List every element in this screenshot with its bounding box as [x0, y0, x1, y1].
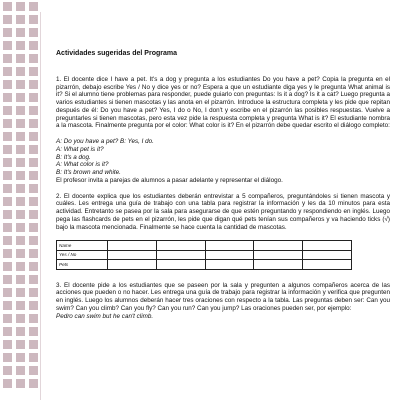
spine-square: [29, 80, 38, 89]
spine-square: [3, 184, 12, 193]
spine-square: [29, 327, 38, 336]
survey-row: [57, 250, 352, 260]
spine-square: [29, 314, 38, 323]
spine-square: [29, 223, 38, 232]
spine-square: [3, 262, 12, 271]
spine-square: [3, 132, 12, 141]
spine-square: [16, 80, 25, 89]
survey-cell: [254, 250, 303, 260]
spine-square: [29, 379, 38, 388]
spine-square: [3, 80, 12, 89]
spine-square: [3, 366, 12, 375]
spine-square: [29, 197, 38, 206]
dialogue-line: B: It's brown and white.: [56, 169, 121, 177]
survey-cell: [156, 250, 205, 260]
survey-cell: [108, 260, 157, 270]
spine-square: [3, 379, 12, 388]
document-page: [56, 49, 390, 320]
spine-square: [16, 67, 25, 76]
survey-cell: [205, 241, 254, 251]
spine-square: [29, 54, 38, 63]
spine-square: [16, 41, 25, 50]
spine-square: [29, 262, 38, 271]
spine-square: [29, 171, 38, 180]
activity-3-text: 3. El docente pide a los estudiantes que se paseen por la sala y pregunten a algunos compañeros acerca de las acciones que pueden o no hacer. Les entrega una guía de trabajo para registrar la información y verifica que pregunten en inglés. Luego los alumnos deberán hacer tres oraciones con respecto a la tabla. Las preguntas deben ser: Can you swim? Can you climb? Can you fly? Can you run? Can you jump? Las oraciones pueden ser, por ejemplo:: [56, 281, 390, 312]
dialogue-line: A: What color is it?: [56, 161, 109, 169]
spine-square: [29, 184, 38, 193]
activity-1-closing: El profesor invita a parejas de alumnos a pasar adelante y representar el diálogo.: [56, 176, 283, 184]
spine-square: [16, 171, 25, 180]
spine-square: [16, 249, 25, 258]
survey-cell: [156, 260, 205, 270]
spine-square: [16, 197, 25, 206]
spine-square: [29, 366, 38, 375]
spine-square: [29, 353, 38, 362]
dialogue-line: A: Do you have a pet? B: Yes, I do.: [56, 137, 154, 145]
activity-1-intro: 1. El docente dice I have a pet. It's a dog y pregunta a los estudiantes Do you have a pet? Copia la pregunta en el pizarrón, debajo escribe Yes / No y dice yes or no? Espera a que un estudiante diga yes y le pregunta What animal is it? Si el alumno tiene problemas para responder, puede guiarlo con preguntas: Is it a dog? Is it a cat? Luego pregunta a varios estudiantes si tienen mascotas y las anota en el pizarrón. Introduce la estructura completa y les pide que repitan después de él: Do you have a pet? Yes, I do o No, I don't y escribe en el pizarrón las posibles respuestas. Vuelve a preguntarles si tienen mascotas, pero esta vez pide la respuesta completa y pregunta What is it? El estudiante nombra a la mascota. Finalmente pregunta por el color: What color is it? En el pizarrón debe quedar escrito el diálogo completo:: [56, 76, 390, 130]
spine-square: [3, 210, 12, 219]
spine-square: [16, 106, 25, 115]
spine-square: [16, 119, 25, 128]
survey-row-label: Name: [57, 241, 108, 251]
spine-square: [3, 327, 12, 336]
spine-square: [3, 67, 12, 76]
spine-square: [29, 145, 38, 154]
spine-square: [3, 301, 12, 310]
spine-square: [3, 288, 12, 297]
spine-square: [16, 314, 25, 323]
spine-square: [16, 275, 25, 284]
survey-row-label: Pets: [57, 260, 108, 270]
spine-square: [3, 236, 12, 245]
spine-square: [3, 119, 12, 128]
spine-square: [3, 15, 12, 24]
spine-square: [3, 2, 12, 11]
spine-square: [29, 2, 38, 11]
spine-square: [16, 327, 25, 336]
spine-square: [29, 93, 38, 102]
spine-square: [3, 106, 12, 115]
spine-square: [3, 158, 12, 167]
spine-square: [3, 340, 12, 349]
spine-square: [16, 28, 25, 37]
spine-square: [16, 145, 25, 154]
spine-square: [3, 54, 12, 63]
spine-square: [29, 67, 38, 76]
binder-spine: [0, 0, 40, 400]
survey-cell: [303, 250, 352, 260]
spine-square: [29, 340, 38, 349]
spine-square: [29, 210, 38, 219]
spine-square: [3, 171, 12, 180]
dialogue-line: A: What pet is it?: [56, 145, 104, 153]
spine-square: [16, 2, 25, 11]
survey-cell: [254, 260, 303, 270]
spine-square: [16, 288, 25, 297]
survey-row: [57, 241, 352, 251]
survey-cell: [108, 250, 157, 260]
spine-square: [16, 54, 25, 63]
spine-square: [29, 236, 38, 245]
spine-square: [3, 275, 12, 284]
spine-square: [3, 249, 12, 258]
spine-square: [16, 379, 25, 388]
spine-square: [16, 262, 25, 271]
spine-square: [29, 158, 38, 167]
spine-square: [29, 41, 38, 50]
spine-square: [16, 366, 25, 375]
spine-square: [3, 223, 12, 232]
spine-square: [29, 132, 38, 141]
survey-table: [56, 240, 352, 270]
spine-square: [29, 275, 38, 284]
spine-square: [16, 158, 25, 167]
dialogue-line: B: It's a dog.: [56, 153, 91, 161]
spine-square: [29, 301, 38, 310]
survey-cell: [156, 241, 205, 251]
spine-square: [16, 223, 25, 232]
spine-square: [29, 288, 38, 297]
spine-square: [29, 15, 38, 24]
dialogue-block: [56, 138, 390, 185]
activity-3-example: Pedro can swim but he can't climb.: [56, 312, 154, 320]
spine-square: [3, 314, 12, 323]
spine-square: [29, 249, 38, 258]
spine-square: [29, 106, 38, 115]
spine-square: [16, 210, 25, 219]
spine-square: [16, 93, 25, 102]
spine-square: [16, 132, 25, 141]
spine-square: [29, 28, 38, 37]
spine-square: [3, 145, 12, 154]
spine-square: [3, 93, 12, 102]
spine-square: [3, 41, 12, 50]
survey-cell: [205, 260, 254, 270]
survey-cell: [205, 250, 254, 260]
survey-cell: [108, 241, 157, 251]
survey-row: [57, 260, 352, 270]
spine-square: [16, 301, 25, 310]
spine-square: [3, 197, 12, 206]
spine-square: [16, 184, 25, 193]
spine-square: [16, 353, 25, 362]
spine-square: [29, 119, 38, 128]
spine-square: [16, 340, 25, 349]
page-title: Actividades sugeridas del Programa: [56, 50, 177, 57]
spine-square: [16, 236, 25, 245]
survey-cell: [303, 241, 352, 251]
survey-row-label: Yes / No: [57, 250, 108, 260]
activity-2-text: 2. El docente explica que los estudiantes deberán entrevistar a 5 compañeros, preguntándoles si tienen mascota y cuáles. Les entrega una guía de trabajo con una tabla para registrar la información y les da 10 minutos para esta actividad. Entretanto se pasea por la sala para asegurarse de que estén preguntando y respondiendo en inglés. Luego pega las flashcards de pets en el pizarrón, les pide que digan qué pets tenían sus compañeros y va haciendo ticks (√) bajo la mascota mencionada. Finalmente se hace cuenta la cantidad de mascotas.: [56, 192, 390, 231]
spine-square: [3, 28, 12, 37]
page-divider: [40, 12, 41, 400]
survey-cell: [254, 241, 303, 251]
spine-square: [16, 15, 25, 24]
spine-square: [3, 353, 12, 362]
survey-cell: [303, 260, 352, 270]
